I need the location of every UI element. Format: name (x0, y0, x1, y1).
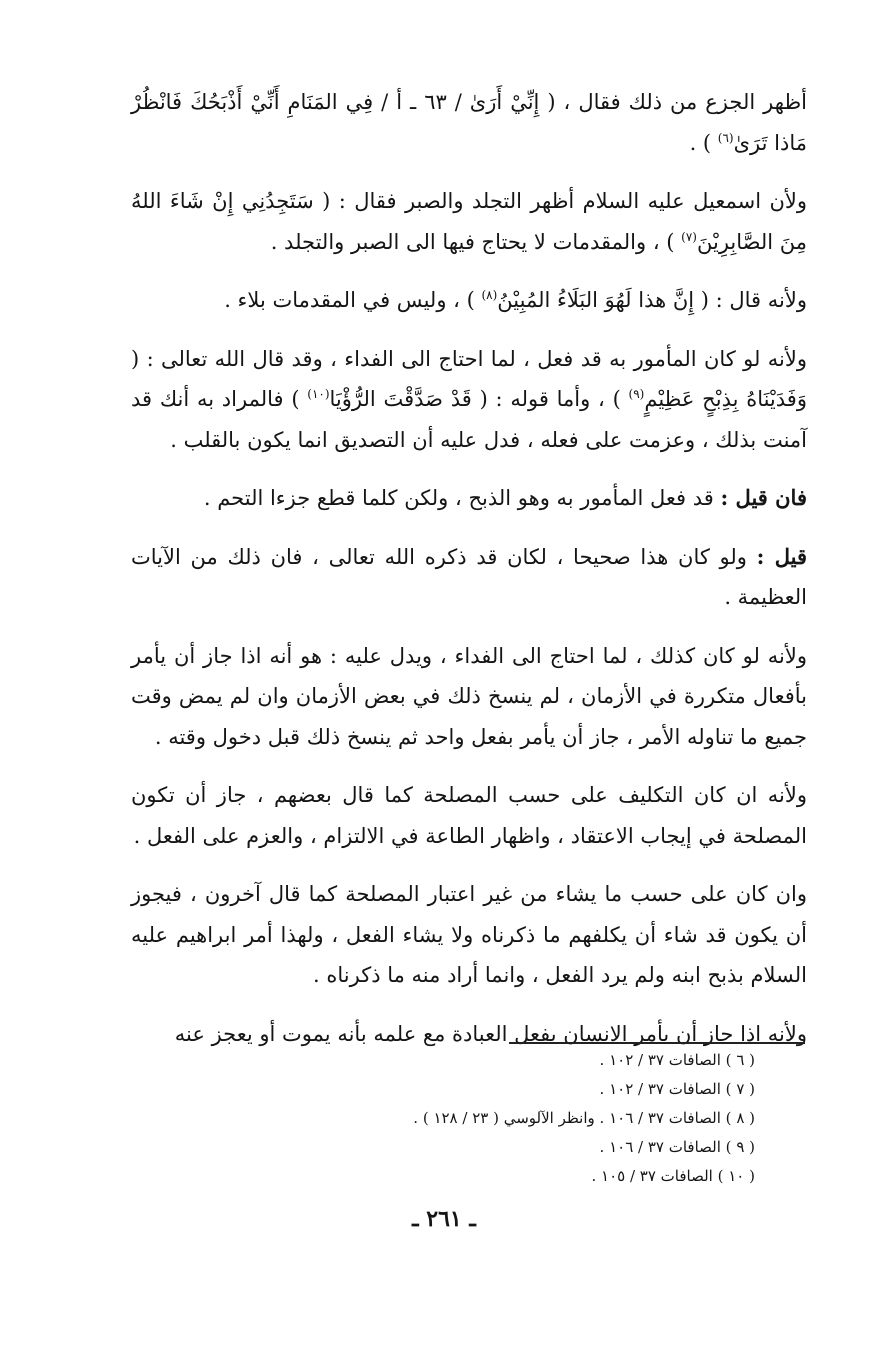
paragraph-text: قد فعل المأمور به وهو الذبح ، ولكن كلما قطع جزءا التحم . (203, 486, 721, 510)
footnote-divider (509, 1042, 805, 1044)
paragraph (131, 874, 807, 996)
paragraph-text: ولأنه اذا جاز أن يأمر الانسان بفعل العبادة مع علمه بأنه يموت أو يعجز عنه (174, 1021, 807, 1046)
paragraph-text: ولأنه قال : ( إِنَّ هذا لَهُوَ البَلَاءُ المُبِيْنُ (497, 288, 807, 312)
paragraph (131, 478, 807, 519)
paragraph-text: ) فالمراد به أنك قد آمنت بذلك ، وعزمت على فعله ، فدل عليه أن التصديق انما يكون بالقلب . (131, 387, 807, 452)
footnote-ref: (٧) (681, 229, 697, 244)
paragraph (131, 537, 807, 618)
footnote: ( ٨ ) الصافات ٣٧ / ١٠٦ . وانظر الآلوسي ( ٢٣ / ١٢٨ ) . (413, 1109, 755, 1127)
paragraph (131, 181, 807, 262)
footnote: ( ٩ ) الصافات ٣٧ / ١٠٦ . (599, 1138, 755, 1156)
paragraph-lead: قيل : (756, 543, 807, 569)
paragraph-text: ولأن اسمعيل عليه السلام أظهر التجلد والصبر فقال : ( سَتَجِدُنِي إِنْ شَاءَ اللهُ مِنَ الصَّابِرِيْنَ (131, 189, 807, 254)
paragraph-text: ) ، وأما قوله : ( قَدْ صَدَّقْتَ الرُّؤْيَا (329, 387, 629, 411)
main-text (131, 82, 807, 1054)
paragraph (131, 82, 807, 163)
footnote-ref: (١٠) (307, 387, 330, 401)
paragraph-text: ولو كان هذا صحيحا ، لكان قد ذكره الله تعالى ، فان ذلك من الآيات العظيمة . (131, 544, 807, 609)
paragraph-text: ولأنه لو كان المأمور به قد فعل ، لما احتاج الى الفداء ، وقد قال الله تعالى : ( وَفَدَيْنَاهُ بِذِبْحٍ عَظِيْمٍ (131, 346, 807, 411)
footnote: ( ٦ ) الصافات ٣٧ / ١٠٢ . (599, 1051, 755, 1069)
footnote-ref: (٦) (717, 130, 734, 145)
paragraph-text: ) . (689, 130, 718, 155)
paragraph-text: ولأنه ان كان التكليف على حسب المصلحة كما قال بعضهم ، جاز أن تكون المصلحة في إيجاب الاعتقاد ، واظهار الطاعة في الالتزام ، والعزم على الفعل . (131, 783, 807, 848)
paragraph-text: ولأنه لو كان كذلك ، لما احتاج الى الفداء ، ويدل عليه : هو أنه اذا جاز أن يأمر بأفعال متكررة في الأزمان ، لم ينسخ ذلك في بعض الأزمان وان لم يمض وقت جميع ما تناوله الأمر ، جاز أن يأمر بفعل واحد ثم ينسخ ذلك قبل دخول وقته . (131, 643, 807, 749)
footnote: ( ١٠ ) الصافات ٣٧ / ١٠٥ . (591, 1167, 755, 1185)
footnote-ref: (٨) (481, 288, 498, 302)
footnote-ref: (٩) (628, 387, 645, 401)
paragraph-text: وان كان على حسب ما يشاء من غير اعتبار المصلحة كما قال آخرون ، فيجوز أن يكون قد شاء أن يكلفهم ما ذكرناه ولا يشاء الفعل ، ولهذا أمر ابراهيم عليه السلام بذبح ابنه ولم يرد الفعل ، وانما أراد منه ما ذكرناه . (131, 882, 807, 987)
paragraph-text: أظهر الجزع من ذلك فقال ، ( إِنِّيْ أَرَىٰ / ٦٣ ـ أ / فِي المَنَامِ أَنِّيْ أَذْبَحُكَ فَانْظُرْ مَاذا تَرَىٰ (131, 90, 807, 155)
footnote: ( ٧ ) الصافات ٣٧ / ١٠٢ . (599, 1080, 755, 1098)
paragraph-text: ) ، وليس في المقدمات بلاء . (224, 288, 482, 312)
page-number: ـ ٢٦١ ـ (412, 1206, 476, 1232)
paragraph (131, 636, 807, 758)
paragraph (131, 775, 807, 856)
paragraph (131, 280, 807, 321)
footnotes (413, 1046, 755, 1191)
paragraph-lead: فان قيل : (720, 485, 807, 510)
paragraph (131, 339, 807, 461)
paragraph-text: ) ، والمقدمات لا يحتاج فيها الى الصبر والتجلد . (270, 229, 682, 254)
